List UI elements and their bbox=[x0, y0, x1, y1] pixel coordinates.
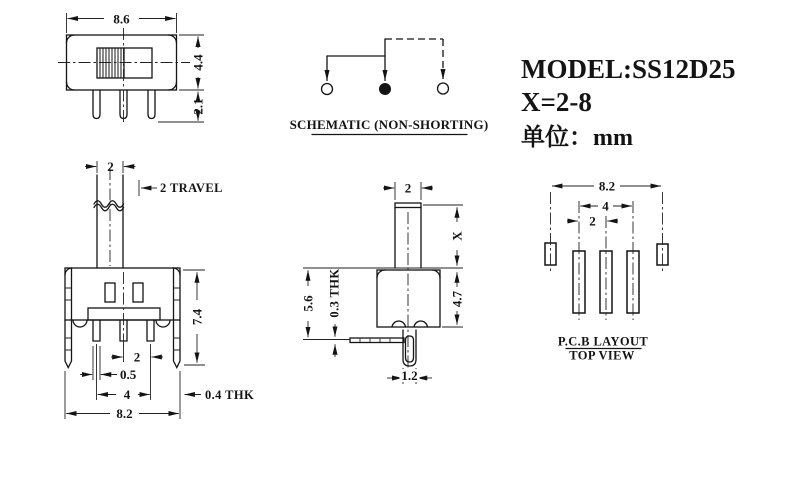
common-terminal-circle bbox=[379, 83, 391, 95]
dim-side-knob-width: 2 bbox=[107, 159, 114, 174]
pcb-caption-top-view: TOP VIEW bbox=[569, 348, 635, 363]
dim-body-width: 8.2 bbox=[116, 406, 133, 421]
side-view bbox=[65, 159, 254, 421]
dim-terminal-thickness: 0.3 THK bbox=[327, 268, 342, 318]
pcb-caption: P.C.B LAYOUT bbox=[557, 334, 649, 349]
front-view-dimensions bbox=[67, 12, 206, 123]
dim-front-pin-length: 2.1 bbox=[190, 98, 206, 115]
dim-pin-pitch: 2 bbox=[133, 349, 141, 365]
schematic bbox=[290, 39, 489, 135]
dim-profile-knob-width: 2 bbox=[404, 180, 412, 196]
dim-outer-pin-span: 4 bbox=[123, 387, 131, 402]
dim-pcb-outer-span: 4 bbox=[602, 198, 609, 214]
dim-total-height: 5.6 bbox=[300, 295, 316, 312]
dim-knob-height-x: X bbox=[449, 231, 465, 241]
front-view bbox=[58, 12, 206, 123]
dim-side-height: 7.4 bbox=[189, 308, 205, 326]
x-range-text: X=2-8 bbox=[521, 87, 592, 117]
dim-front-height: 4.4 bbox=[190, 54, 206, 71]
pcb-dimensions bbox=[552, 179, 661, 229]
dim-pcb-overall: 8.2 bbox=[598, 178, 616, 194]
dim-front-width: 8.6 bbox=[113, 11, 130, 27]
profile-view bbox=[301, 181, 465, 385]
pcb-layout bbox=[545, 179, 668, 363]
terminal-1-circle bbox=[322, 84, 333, 95]
side-view-dimensions bbox=[65, 159, 254, 421]
dim-bracket-thickness: 0.4 THK bbox=[205, 388, 255, 402]
title-block bbox=[521, 54, 736, 151]
schematic-symbol bbox=[322, 39, 449, 95]
knob-hatch bbox=[100, 48, 121, 78]
model-text: MODEL:SS12D25 bbox=[521, 54, 736, 84]
schematic-caption: SCHEMATIC (NON-SHORTING) bbox=[289, 117, 489, 132]
dim-pin-width: 0.5 bbox=[120, 367, 137, 382]
dim-profile-pin-width: 1.2 bbox=[401, 368, 418, 383]
terminal-2-circle bbox=[438, 83, 449, 94]
dim-travel: 2 TRAVEL bbox=[160, 181, 223, 195]
side-view-body bbox=[65, 168, 180, 368]
dim-body-height: 4.7 bbox=[449, 290, 465, 308]
unit-text: 单位：mm bbox=[521, 125, 633, 151]
dim-pcb-pitch: 2 bbox=[589, 213, 596, 229]
front-view-body bbox=[58, 28, 190, 122]
